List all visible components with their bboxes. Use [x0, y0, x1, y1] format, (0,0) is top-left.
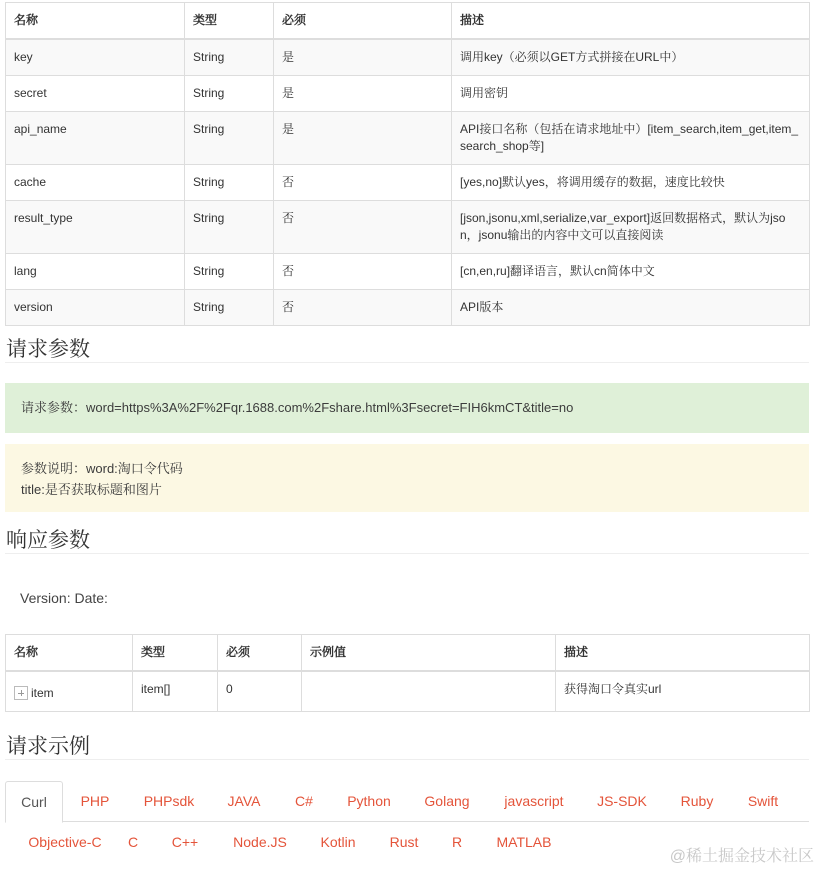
table-row — [6, 671, 810, 712]
param-name: lang — [6, 254, 185, 290]
field-required: 0 — [218, 671, 302, 712]
col-header-type: 类型 — [185, 3, 274, 40]
param-name: version — [6, 290, 185, 326]
table-row — [6, 165, 810, 201]
section-divider — [5, 759, 809, 760]
param-desc: 调用密钥 — [452, 76, 810, 112]
param-type: String — [185, 254, 274, 290]
col-header-name: 名称 — [6, 635, 133, 672]
language-tabs — [5, 781, 809, 822]
param-type: String — [185, 76, 274, 112]
param-desc: 调用key（必须以GET方式拼接在URL中） — [452, 39, 810, 76]
col-header-example: 示例值 — [302, 635, 556, 672]
param-required: 否 — [274, 254, 452, 290]
watermark: @稀土掘金技术社区 — [669, 848, 814, 865]
tab-javascript[interactable]: javascript — [504, 793, 564, 809]
param-type: String — [185, 201, 274, 254]
param-desc: [yes,no]默认yes，将调用缓存的数据，速度比较快 — [452, 165, 810, 201]
param-name: cache — [6, 165, 185, 201]
tab-phpsdk[interactable]: PHPsdk — [143, 793, 195, 809]
response-params-title: 响应参数 — [6, 529, 90, 552]
tab-matlab[interactable]: MATLAB — [496, 834, 552, 850]
request-params-alert — [5, 383, 809, 433]
tab-curl[interactable]: Curl — [5, 781, 63, 823]
table-header-row — [6, 635, 810, 672]
table-row — [6, 112, 810, 165]
param-required: 是 — [274, 112, 452, 165]
tab-r[interactable]: R — [451, 834, 463, 850]
col-header-desc: 描述 — [556, 635, 810, 672]
param-required: 是 — [274, 76, 452, 112]
table-row — [6, 201, 810, 254]
section-divider — [5, 362, 809, 363]
param-type: String — [185, 112, 274, 165]
tab-js-sdk[interactable]: JS-SDK — [597, 793, 647, 809]
tab-objective-c[interactable]: Objective-C — [28, 834, 102, 850]
table-row — [6, 39, 810, 76]
field-example — [302, 671, 556, 712]
field-name: item — [31, 686, 54, 700]
request-params-title: 请求参数 — [6, 338, 90, 361]
param-name: api_name — [6, 112, 185, 165]
expand-icon[interactable] — [14, 686, 28, 700]
tab-rust[interactable]: Rust — [389, 834, 419, 850]
param-type: String — [185, 165, 274, 201]
tab-php[interactable]: PHP — [80, 793, 110, 809]
table-header-row — [6, 3, 810, 40]
param-required: 否 — [274, 290, 452, 326]
table-row — [6, 290, 810, 326]
tab-c[interactable]: C — [127, 834, 139, 850]
field-type: item[] — [133, 671, 218, 712]
param-explain-line: title:是否获取标题和图片 — [21, 482, 162, 497]
tab-python[interactable]: Python — [347, 793, 391, 809]
field-desc: 获得淘口令真实url — [556, 671, 810, 712]
tab-golang[interactable]: Golang — [424, 793, 470, 809]
col-header-desc: 描述 — [452, 3, 810, 40]
version-line: Version: Date: — [20, 590, 108, 606]
param-required: 是 — [274, 39, 452, 76]
tab-csharp[interactable]: C# — [295, 793, 313, 809]
field-name-cell — [6, 671, 133, 712]
col-header-type: 类型 — [133, 635, 218, 672]
param-desc: API版本 — [452, 290, 810, 326]
request-params-line: 请求参数：word=https%3A%2F%2Fqr.1688.com%2Fshare.html%3Fsecret=FIH6kmCT&title=no — [21, 400, 574, 415]
param-name: result_type — [6, 201, 185, 254]
tab-ruby[interactable]: Ruby — [680, 793, 714, 809]
param-type: String — [185, 290, 274, 326]
col-header-required: 必须 — [218, 635, 302, 672]
tab-cpp[interactable]: C++ — [171, 834, 199, 850]
request-example-title: 请求示例 — [6, 735, 90, 758]
tab-swift[interactable]: Swift — [747, 793, 779, 809]
table-row — [6, 254, 810, 290]
col-header-required: 必须 — [274, 3, 452, 40]
param-desc: API接口名称（包括在请求地址中）[item_search,item_get,item_search_shop等] — [452, 112, 810, 165]
param-explain-alert — [5, 444, 809, 512]
tab-kotlin[interactable]: Kotlin — [320, 834, 356, 850]
param-desc: [cn,en,ru]翻译语言，默认cn简体中文 — [452, 254, 810, 290]
section-divider — [5, 553, 809, 554]
tab-nodejs[interactable]: Node.JS — [233, 834, 287, 850]
param-name: secret — [6, 76, 185, 112]
params-table — [5, 2, 810, 326]
param-desc: [json,jsonu,xml,serialize,var_export]返回数据格式，默认为json，jsonu输出的内容中文可以直接阅读 — [452, 201, 810, 254]
table-row — [6, 76, 810, 112]
col-header-name: 名称 — [6, 3, 185, 40]
response-table — [5, 634, 810, 712]
tab-java[interactable]: JAVA — [227, 793, 261, 809]
param-name: key — [6, 39, 185, 76]
param-required: 否 — [274, 165, 452, 201]
param-explain-line: 参数说明：word:淘口令代码 — [21, 461, 183, 476]
param-required: 否 — [274, 201, 452, 254]
param-type: String — [185, 39, 274, 76]
